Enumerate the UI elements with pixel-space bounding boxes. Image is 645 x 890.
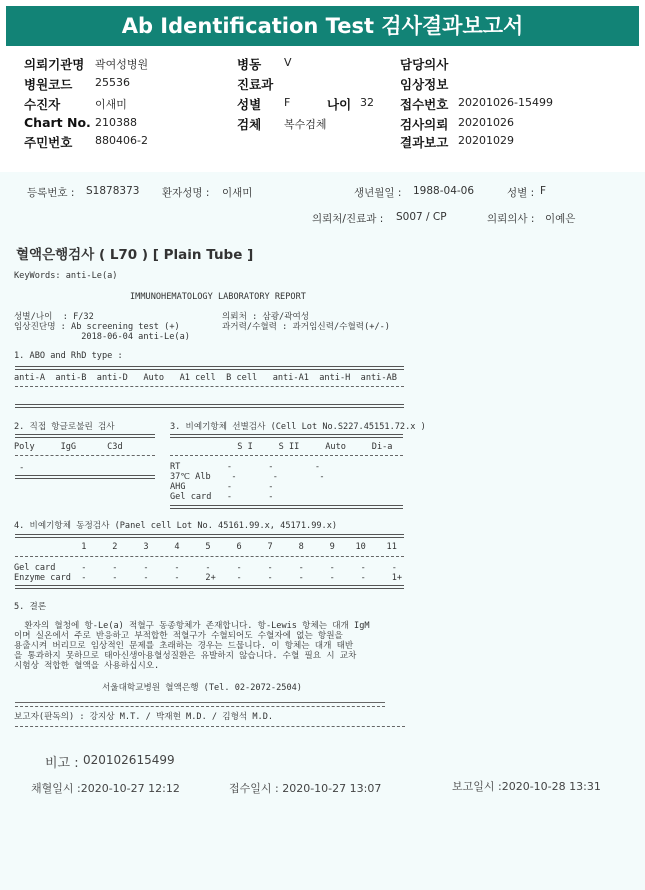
header-department: 진료과 <box>237 77 274 92</box>
conclusion-line: 이며 실온에서 주로 반응하고 부적합한 적혈구가 수혈되어도 수혈자에 없는 항원을 <box>14 631 343 641</box>
diagnosis-line-2: 2018-06-04 anti-Le(a) <box>14 332 190 342</box>
header-request-date: 검사의뢰 20201026 <box>400 116 514 132</box>
double-rule <box>15 534 404 538</box>
panel-section-title: 4. 비예기항체 동정검사 (Panel cell Lot No. 45161.99.x, 45171.99.x) <box>14 521 338 531</box>
keywords: KeyWords: anti-Le(a) <box>14 271 118 281</box>
dat-section-title: 2. 직접 항글로불린 검사 <box>14 422 115 432</box>
registration-label: 등록번호 : <box>27 187 75 199</box>
conclusion-line: 을 통과하지 못하므로 태아신생아용혈성질환은 유발하지 않습니다. 수혈 필요 시 교차 <box>14 651 357 661</box>
sex-value: F <box>540 185 547 197</box>
double-rule <box>170 434 403 438</box>
header-resident-no: 주민번호 880406-2 <box>24 134 148 150</box>
patient-name: 이새미 <box>222 187 253 199</box>
report-datetime: 보고일시 :2020-10-28 13:31 <box>452 780 601 793</box>
note-value: 020102615499 <box>83 753 175 767</box>
header-report-date: 결과보고 20201029 <box>400 134 514 150</box>
conclusion-line: 환자의 혈청에 항-Le(a) 적혈구 동종항체가 존재합니다. 항-Lewis 항체는 대개 IgM <box>14 621 370 631</box>
dept-label: 의뢰처/진료과 : <box>312 213 384 225</box>
dashed-rule <box>15 386 404 387</box>
sex-label: 성별 : <box>507 187 535 199</box>
dashed-rule <box>15 726 405 727</box>
screening-section-title: 3. 비예기항체 선별검사 (Cell Lot No.S227.45151.72.x ) <box>170 422 426 432</box>
double-rule <box>15 475 155 479</box>
screening-row-gel: Gel card - - <box>170 492 274 502</box>
collection-datetime: 채혈일시 :2020-10-27 12:12 <box>31 782 180 795</box>
dashed-rule <box>170 455 403 456</box>
header-age: 나이 32 <box>327 96 374 112</box>
screening-row-rt: RT - - - <box>170 462 321 472</box>
dat-value: - <box>14 463 25 473</box>
report-title: Ab Identification Test 검사결과보고서 <box>6 6 639 46</box>
double-rule <box>15 404 404 408</box>
dashed-rule <box>15 556 404 557</box>
section-title: 혈액은행검사 ( L70 ) [ Plain Tube ] <box>16 247 254 263</box>
dob-label: 생년월일 : <box>354 187 402 199</box>
conclusion-line: 시험상 적합한 혈액을 사용하십시오. <box>14 661 160 671</box>
header-specimen: 검체 복수검체 <box>237 117 327 132</box>
conclusion-line: 용출시켜 버리므로 임상적인 문제를 초래하는 경우는 드뭅니다. 이 항체는 대개 태반 <box>14 641 354 651</box>
diagnosis-line: 임상진단명 : Ab screening test (+) <box>14 322 180 332</box>
abo-header: anti-A anti-B anti-D Auto A1 cell B cell anti-A1 anti-H anti-AB <box>14 373 397 383</box>
header-accession-no: 접수번호 20201026-15499 <box>400 96 553 112</box>
header-sex: 성별 F <box>237 96 291 112</box>
ordering-doctor-label: 의뢰의사 : <box>487 213 535 225</box>
screening-header: S I S II Auto Di-a <box>170 442 393 452</box>
note-label: 비고 : <box>45 756 79 771</box>
header-patient: 수진자 이새미 <box>24 97 127 112</box>
header-doctor: 담당의사 <box>400 57 449 72</box>
header-chart-no: Chart No. 210388 <box>24 115 137 130</box>
dashed-rule <box>15 455 155 456</box>
conclusion-title: 5. 결론 <box>14 602 47 612</box>
sex-age-line: 성별/나이 : F/32 <box>14 312 94 322</box>
transfusion-history: 과거력/수혈력 : 과거임신력/수혈력(+/-) <box>222 322 390 332</box>
double-rule <box>15 366 404 370</box>
header-clinical-info: 임상정보 <box>400 77 449 92</box>
dashed-rule <box>15 706 385 707</box>
receipt-datetime: 접수일시 : 2020-10-27 13:07 <box>229 782 382 795</box>
rule <box>15 702 385 703</box>
dob-value: 1988-04-06 <box>413 185 475 197</box>
double-rule <box>15 434 155 438</box>
requesting-hospital: 의뢰처 : 삼광/곽여성 <box>222 312 310 322</box>
panel-header: 1 2 3 4 5 6 7 8 9 10 11 <box>14 542 397 552</box>
header-ward: 병동 V <box>237 56 292 72</box>
double-rule <box>15 585 404 589</box>
dat-header: Poly IgG C3d <box>14 442 123 452</box>
patient-name-label: 환자성명 : <box>162 187 210 199</box>
dept-value: S007 / CP <box>396 211 447 223</box>
ordering-doctor: 이예은 <box>545 213 576 225</box>
header-hospital-code: 병원코드 25536 <box>24 76 130 92</box>
blood-bank-contact: 서울대학교병원 혈액은행 (Tel. 02-2072-2504) <box>102 683 302 693</box>
header-institution: 의뢰기관명 곽여성병원 <box>24 57 149 72</box>
lab-report-title: IMMUNOHEMATOLOGY LABORATORY REPORT <box>130 292 306 302</box>
panel-row-gel: Gel card - - - - - - - - - - - <box>14 563 397 573</box>
panel-row-enzyme: Enzyme card - - - - 2+ - - - - - 1+ <box>14 573 403 583</box>
abo-section-title: 1. ABO and RhD type : <box>14 351 123 361</box>
screening-row-alb: 37℃ Alb - - - <box>170 472 325 482</box>
screening-row-ahg: AHG - - <box>170 482 274 492</box>
registration-number: S1878373 <box>86 185 140 197</box>
reporter-line: 보고자(판독의) : 강지상 M.T. / 박재현 M.D. / 김형석 M.D. <box>14 712 274 722</box>
double-rule <box>170 505 403 509</box>
